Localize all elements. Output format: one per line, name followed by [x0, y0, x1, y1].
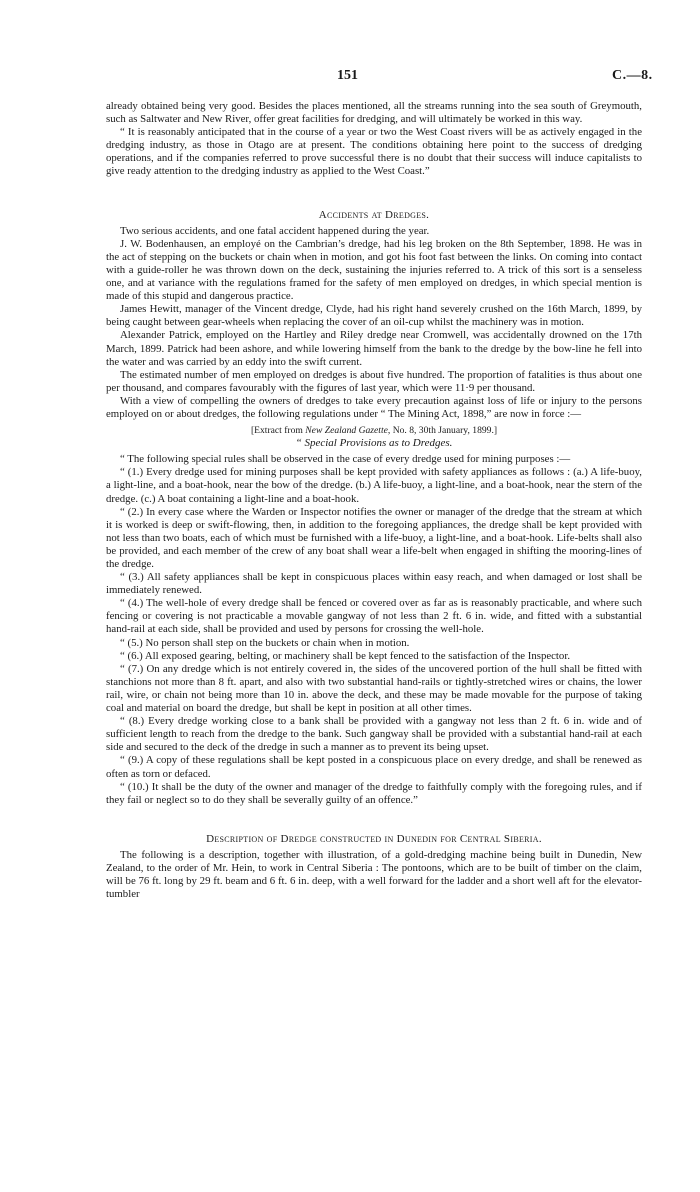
section-heading-accidents: Accidents at Dredges.: [318, 208, 430, 221]
section-heading-dredge-description: Description of Dredge constructed in Dunedin for Central Siberia.: [206, 832, 542, 845]
page-header: [0, 68, 700, 88]
rule-item: “ (2.) In every case where the Warden or Inspector notifies the owner or manager of the dredge that the stream at which it is worked is deep or swift-flowing, then, in addition to the foregoing appliances, the dredge shall be kept provided with not less than two boats, each of which must be furnished with a life-buoy, a light-line, and a boat-hook. Life-belts shall also be provided, and each member of the crew of any boat shall wear a life-belt when engaged in shifting the mooring-lines of the dredge.: [106, 505, 642, 570]
body-paragraph: Two serious accidents, and one fatal accident happened during the year.: [120, 224, 430, 237]
rule-item: “ (8.) Every dredge working close to a bank shall be provided with a gangway not less than 2 ft. 6 in. wide and of sufficient length to reach from the dredge to the bank. Such gangway shall be provided with a substantial hand-rail at each side and secured to the deck of the dredge in such a manner as to prevent its being upset.: [106, 715, 642, 754]
rule-item: “ (3.) All safety appliances shall be kept in conspicuous places within easy reach, and when damaged or lost shall be immediately renewed.: [106, 571, 642, 597]
gazette-extract-note: [106, 424, 642, 437]
page-number: 151: [337, 68, 358, 83]
rule-item: “ (10.) It shall be the duty of the owner and manager of the dredge to faithfully comply with the foregoing rules, and if they fail or neglect so to do they shall be severally guilty of an offence.”: [106, 780, 642, 806]
document-code: C.—8.: [612, 68, 653, 83]
body-paragraph: J. W. Bodenhausen, an employé on the Cambrian’s dredge, had his leg broken on the 8th September, 1898. He was in the act of stepping on the buckets or chain when in motion, and got his foot fast between the links. On coming into contact with a guide-roller he was thrown down on the deck, sustaining the injuries referred to. A trick of this sort is a senseless one, and at variance with the regulations framed for the safety of men employed on dredges, in which special mention is made of this stupid and dangerous practice.: [106, 237, 642, 303]
rule-item: “ (4.) The well-hole of every dredge shall be fenced or covered over as far as is reasonably practicable, and where such fencing or covering is not practicable a movable gangway of not less than 2 ft. 6 in. wide, and fitted with a substantial hand-rail at each side, shall be provided and used by persons for crossing the well-hole.: [106, 597, 642, 636]
rule-item: “ (6.) All exposed gearing, belting, or machinery shall be kept fenced to the satisfaction of the Inspector.: [120, 649, 571, 662]
rule-item: “ (9.) A copy of these regulations shall be kept posted in a conspicuous place on every dredge, and shall be renewed as often as torn or defaced.: [106, 754, 642, 780]
body-paragraph: Alexander Patrick, employed on the Hartley and Riley dredge near Cromwell, was accidentally drowned on the 17th March, 1899. Patrick had been ashore, and while lowering himself from the bank to the dredge by the bow-line he fell into the water and was carried by an eddy into the swift current.: [106, 329, 642, 368]
body-paragraph: With a view of compelling the owners of dredges to take every precaution against loss of life or injury to the persons employed on or about dredges, the following regulations under “ The Mining Act, 1898,” are now in force :—: [106, 394, 642, 420]
rule-item: “ (1.) Every dredge used for mining purposes shall be kept provided with safety appliances as follows : (a.) A life-buoy, a light-line, and a boat-hook, near the bow of the dredge. (b.) A life-buoy, a light-line, and a boat-hook, near the stern of the dredge. (c.) A boat containing a light-line and a boat-hook.: [106, 466, 642, 505]
body-paragraph: “ It is reasonably anticipated that in the course of a year or two the West Coast rivers will be as actively engaged in the dredging industry, as those in Otago are at present. The conditions obtaining here point to the success of dredging operations, and if the companies referred to prove successful there is no doubt that their success will induce capitalists to give ready attention to the dredging industry as applied to the West Coast.”: [106, 126, 642, 178]
body-paragraph: James Hewitt, manager of the Vincent dredge, Clyde, had his right hand severely crushed on the 16th March, 1899, by being caught between gear-wheels when replacing the cover of an oil-cup whilst the machinery was in motion.: [106, 303, 642, 329]
rule-item: “ (7.) On any dredge which is not entirely covered in, the sides of the uncovered portion of the hull shall be fitted with stanchions not more than 8 ft. apart, and also with two substantial hand-rails or tightly-stretched wires or chains, the lower rail, wire, or chain not being more than 10 in. above the deck, and these may be made movable for the purpose of taking coal and material on board the dredge, but shall be kept in position at all other times.: [106, 662, 642, 715]
body-paragraph: The estimated number of men employed on dredges is about five hundred. The proportion of fatalities is thus about one per thousand, and compares favourably with the figures of last year, which were 11·9 per thousand.: [106, 368, 642, 394]
rule-item: “ (5.) No person shall step on the buckets or chain when in motion.: [120, 636, 410, 649]
body-paragraph: The following is a description, together with illustration, of a gold-dredging machine being built in Dunedin, New Zealand, to the order of Mr. Hein, to work in Central Siberia : The pontoons, which are to be built of timber on the claim, will be 76 ft. long by 29 ft. beam and 6 ft. 6 in. deep, with a well forward for the ladder and a short well aft for the elevator-tumbler: [106, 848, 642, 901]
body-paragraph: already obtained being very good. Besides the places mentioned, all the streams running into the sea south of Greymouth, such as Saltwater and New River, offer great facilities for dredging, and will ultimately be worked in this way.: [106, 100, 642, 126]
extract-suffix: , No. 8, 30th January, 1899.]: [387, 425, 498, 437]
gazette-name: New Zealand Gazette: [305, 425, 388, 437]
page-content: [106, 100, 642, 901]
rules-intro: “ The following special rules shall be observed in the case of every dredge used for mining purposes :—: [120, 453, 571, 466]
special-provisions-title: “ Special Provisions as to Dredges.: [295, 437, 453, 450]
extract-prefix: [Extract from: [250, 425, 306, 437]
